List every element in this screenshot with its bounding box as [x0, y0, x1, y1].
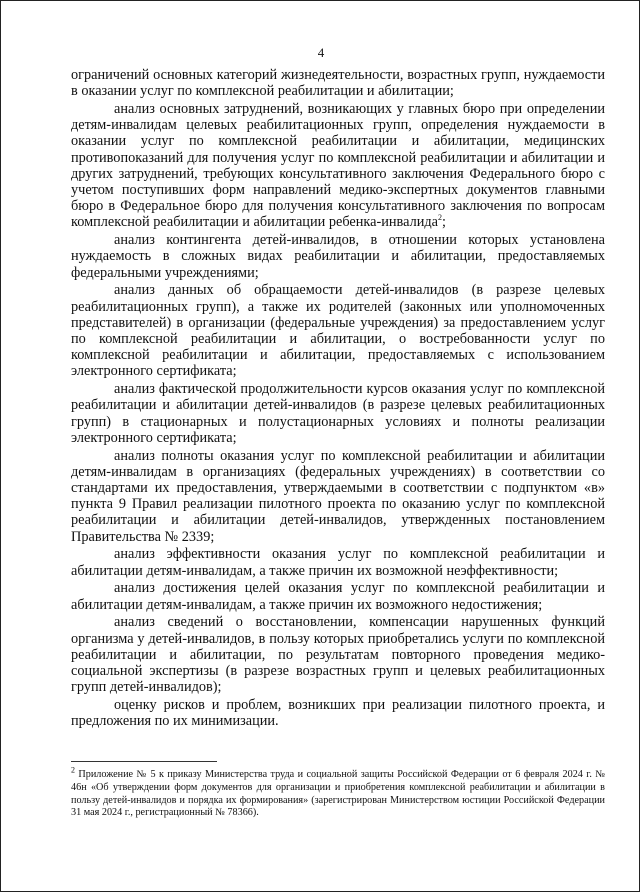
paragraph-continuation: ограничений основных категорий жизнедеятельности, возрастных групп, нуждаемости в оказании услуг по комплексной реабилитации и абилитации; [71, 67, 605, 100]
paragraph-analysis-duration: анализ фактической продолжительности курсов оказания услуг по комплексной реабилитации и абилитации детей-инвалидов (в разрезе целевых реабилитационных групп) в стационарных и полустационарных условиях и полноты реализации электронного сертификата; [71, 381, 605, 446]
paragraph-analysis-contingent: анализ контингента детей-инвалидов, в отношении которых установлена нуждаемость в сложных видах реабилитации и абилитации, предоставляемых федеральными учреждениями; [71, 232, 605, 281]
paragraph-punctuation: ; [442, 214, 446, 231]
paragraph-analysis-goals: анализ достижения целей оказания услуг по комплексной реабилитации и абилитации детям-инвалидам, а также причин их возможного недостижения; [71, 580, 605, 613]
footnote [71, 765, 605, 820]
paragraph-text: анализ основных затруднений, возникающих у главных бюро при определении детям-инвалидам целевых реабилитационных групп, определения нуждаемости в оказании услуг по комплексной реабилитации и абилитации, медицинских противопоказаний для получения услуг по комплексной реабилитации и абилитации и других затруднений, требующих консультативного заключения Федерального бюро с учетом поступивших форм направлений медико-экспертных документов главными бюро в Федеральное бюро для получения консультативного заключения по вопросам комплексной реабилитации и абилитации ребенка-инвалида [71, 101, 605, 231]
footnote-text: Приложение № 5 к приказу Министерства труда и социальной защиты Российской Федерации от 6 февраля 2024 г. № 46н «Об утверждении форм документов для организации и приобретения комплексной реабилитации и абилитации в пользу детей-инвалидов и порядка их формирования» (зарегистрирован Министерством юстиции Российской Федерации 31 мая 2024 г., регистрационный № 78366). [71, 769, 605, 819]
paragraph-analysis-effectiveness: анализ эффективности оказания услуг по комплексной реабилитации и абилитации детям-инвалидам, а также причин их возможной неэффективности; [71, 546, 605, 579]
paragraph-risk-assessment: оценку рисков и проблем, возникших при реализации пилотного проекта, и предложения по их минимизации. [71, 697, 605, 730]
paragraph-analysis-completeness: анализ полноты оказания услуг по комплексной реабилитации и абилитации детям-инвалидам в организациях (федеральных учреждениях) в соответствии со стандартами их предоставления, утверждаемыми в соответствии с подпунктом «в» пункта 9 Правил реализации пилотного проекта по оказанию услуг по комплексной реабилитации и абилитации детей-инвалидов, утвержденных постановлением Правительства № 2339; [71, 447, 605, 545]
footnote-marker: 2 [71, 765, 75, 775]
footnote-text-block [71, 765, 605, 820]
footnote-reference: 2 [438, 213, 442, 223]
footnote-divider [71, 761, 217, 762]
paragraph-analysis-requests: анализ данных об обращаемости детей-инвалидов (в разрезе целевых реабилитационных групп), а также их родителей (законных или уполномоченных представителей) в организации (федеральные учреждения) за предоставлением услуг по комплексной реабилитации и абилитации, о востребованности услуг по комплексной реабилитации и абилитации, предоставляемых с использованием электронного сертификата; [71, 282, 605, 380]
paragraph-analysis-difficulties [71, 101, 605, 231]
paragraph-analysis-recovery: анализ сведений о восстановлении, компенсации нарушенных функций организма у детей-инвалидов, в пользу которых приобретались услуги по комплексной реабилитации и абилитации, по результатам повторного проведения медико-социальной экспертизы (в разрезе возрастных групп и целевых реабилитационных групп детей-инвалидов); [71, 614, 605, 696]
document-body [71, 67, 605, 731]
page-number: 4 [317, 45, 325, 60]
